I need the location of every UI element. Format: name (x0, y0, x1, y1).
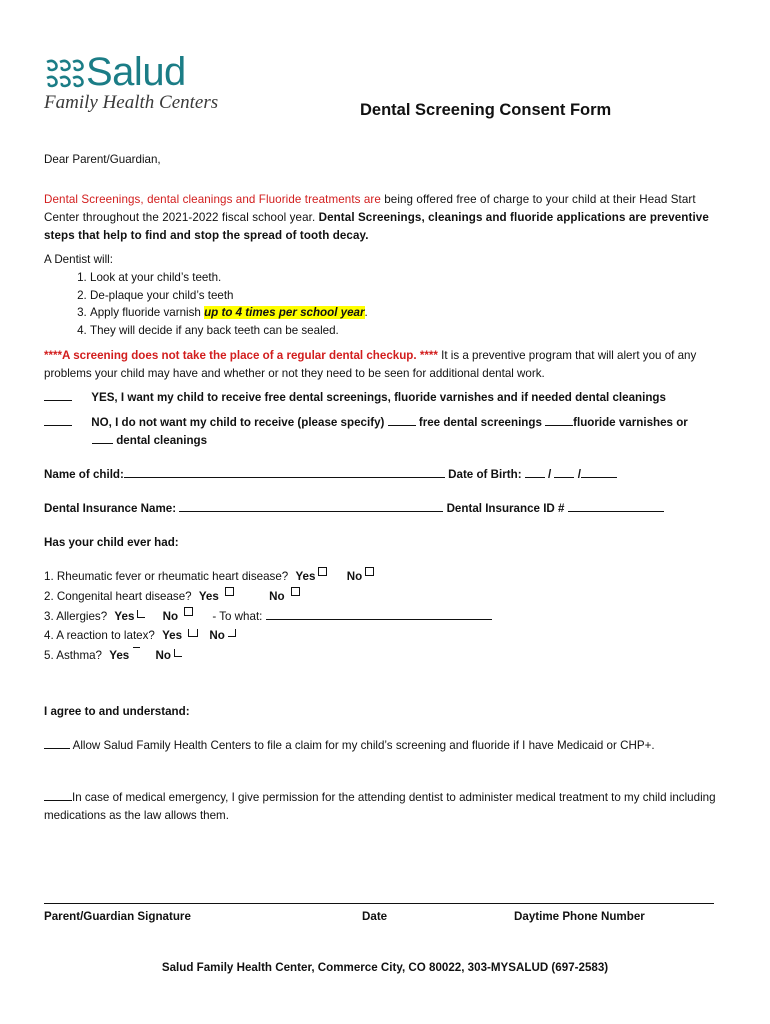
q1-label: 1. Rheumatic fever or rheumatic heart disease? (44, 570, 289, 583)
q4-no-label: No (209, 629, 225, 642)
q2-label: 2. Congenital heart disease? (44, 590, 192, 603)
no-option-blank[interactable] (44, 414, 72, 426)
logo-name: Salud (86, 50, 186, 94)
insurance-row (44, 500, 664, 518)
q2-no-checkbox[interactable] (291, 587, 300, 596)
q4-no-checkbox[interactable] (228, 629, 236, 637)
insurance-name-label: Dental Insurance Name: (44, 502, 177, 515)
child-name-field[interactable] (124, 466, 445, 478)
intro-bold-text: Dental Screenings, cleanings and fluoride applications are preventive steps that help to find and stop the spread of tooth decay. (44, 211, 709, 242)
insurance-name-field[interactable] (179, 500, 443, 512)
list-item: 2. De-plaque your child’s teeth (90, 287, 734, 305)
claim-text: Allow Salud Family Health Centers to file a claim for my child’s screening and fluoride if I have Medicaid or CHP+. (70, 739, 655, 752)
q4-label: 4. A reaction to latex? (44, 629, 155, 642)
date-label: Date (362, 910, 388, 923)
claim-blank[interactable] (44, 737, 70, 749)
list-item: 4. They will decide if any back teeth can be sealed. (90, 322, 734, 340)
q1-yes-checkbox[interactable] (318, 567, 327, 576)
agree-heading: I agree to and understand: (44, 705, 190, 718)
q2-yes-label: Yes (198, 590, 219, 603)
q5-yes-label: Yes (109, 649, 130, 662)
q5-label: 5. Asthma? (44, 649, 103, 662)
q5-no-label: No (155, 649, 171, 662)
emergency-row (44, 789, 734, 825)
intro-paragraph (44, 191, 734, 245)
intro-red-text: Dental Screenings, dental cleanings and Fluoride treatments are (44, 193, 381, 206)
q1-yes-label: Yes (295, 570, 316, 583)
emergency-blank[interactable] (44, 789, 72, 801)
q4-yes-checkbox[interactable] (188, 629, 198, 637)
greeting: Dear Parent/Guardian, (44, 153, 161, 166)
phone-label: Daytime Phone Number (514, 910, 645, 923)
logo-tagline: Family Health Centers (44, 92, 219, 113)
salud-swirl-logo-icon (44, 58, 84, 92)
q4-yes-label: Yes (162, 629, 183, 642)
q2-yes-checkbox[interactable] (225, 587, 234, 596)
history-heading: Has your child ever had: (44, 536, 179, 549)
no-option (44, 414, 734, 450)
dob-month-field[interactable] (525, 466, 545, 478)
q3-no-checkbox[interactable] (184, 607, 193, 616)
highlight-text: up to 4 times per school year (204, 306, 365, 320)
child-name-label: Name of child: (44, 468, 124, 481)
q1-no-label: No (346, 570, 363, 583)
allergies-field[interactable] (266, 608, 492, 620)
q5-no-checkbox[interactable] (174, 649, 182, 657)
list-item-tail: . (364, 306, 368, 320)
history-q2 (44, 587, 300, 606)
yes-option-blank[interactable] (44, 389, 72, 401)
warning-red-text: ****A screening does not take the place of a regular dental checkup. **** (44, 349, 438, 362)
varnish-blank[interactable] (545, 414, 573, 426)
child-info-row: Name of child: Date of Birth: / / (44, 466, 617, 484)
no-option-text-c: fluoride varnishes or (573, 416, 688, 429)
dentist-list (44, 269, 734, 339)
q3-yes-checkbox[interactable] (137, 610, 145, 618)
warning-text: It is a preventive program that will alert you of any problems your child may have and whether or not they need to be seen for additional dental work. (44, 349, 697, 380)
signature-label: Parent/Guardian Signature (44, 910, 191, 923)
q3-what-label: - To what: (212, 610, 263, 623)
q3-label: 3. Allergies? (44, 610, 108, 623)
footer-address: Salud Family Health Center, Commerce City, CO 80022, 303-MYSALUD (697-2583) (161, 961, 609, 974)
claim-row (44, 737, 655, 755)
q3-no-label: No (162, 610, 179, 623)
cleanings-blank[interactable] (92, 432, 113, 444)
signature-line[interactable] (44, 902, 714, 904)
q3-yes-label: Yes (114, 610, 135, 623)
yes-option (44, 389, 666, 407)
intro-text: being offered free of charge to your child at their Head Start Center throughout the 2021-2022 fiscal school year. (44, 193, 696, 224)
screenings-blank[interactable] (388, 414, 416, 426)
dob-year-field[interactable] (581, 466, 617, 478)
dob-day-field[interactable] (554, 466, 574, 478)
history-q1 (44, 567, 374, 586)
insurance-id-label: Dental Insurance ID # (446, 502, 565, 515)
warning-paragraph (44, 347, 734, 383)
history-q3 (44, 607, 492, 626)
q5-yes-checkbox[interactable] (133, 647, 140, 649)
emergency-text: In case of medical emergency, I give permission for the attending dentist to administer medical treatment to my child including medications as the law allows them. (44, 791, 716, 822)
q2-no-label: No (269, 590, 285, 603)
list-item: 1. Look at your child’s teeth. (90, 269, 734, 287)
history-q4 (44, 627, 236, 645)
history-q5 (44, 647, 182, 665)
q1-no-checkbox[interactable] (365, 567, 374, 576)
dentist-section (44, 251, 734, 339)
dentist-heading: A Dentist will: (44, 253, 113, 266)
list-item (90, 304, 734, 322)
no-option-text-d: dental cleanings (113, 434, 208, 447)
yes-option-text: YES, I want my child to receive free dental screenings, fluoride varnishes and if needed dental cleanings (91, 391, 666, 404)
form-title: Dental Screening Consent Form (360, 101, 612, 119)
no-option-text-a: NO, I do not want my child to receive (please specify) (91, 416, 388, 429)
logo (44, 50, 244, 120)
no-option-text-b: free dental screenings (415, 416, 546, 429)
insurance-id-field[interactable] (568, 500, 664, 512)
list-item-text: Apply fluoride varnish (90, 306, 205, 320)
dob-label: Date of Birth: (448, 468, 522, 481)
